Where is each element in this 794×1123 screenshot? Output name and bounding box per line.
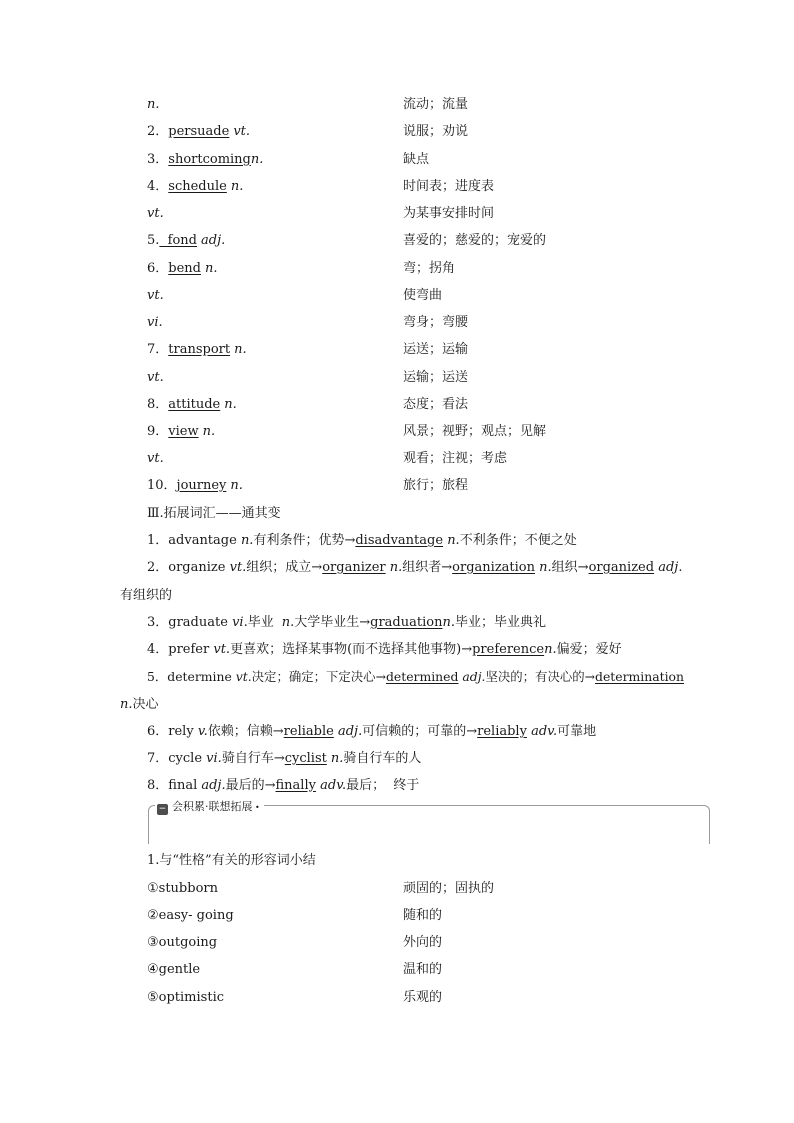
pos: n. xyxy=(147,97,160,112)
vocab-row: 4．schedule n. xyxy=(147,179,244,194)
expand-item-5: 5．determine vt.决定；确定；下定决心→determined adj.坚决的；有决心的→determination xyxy=(147,669,684,684)
vocab-meaning: 缺点 xyxy=(403,152,430,167)
minus-square-icon: − xyxy=(158,804,167,814)
vocab-meaning: 喜爱的；慈爱的；宠爱的 xyxy=(403,233,547,248)
expand-item-5-cont: n.决心 xyxy=(120,697,159,712)
personality-en: ④gentle xyxy=(147,962,201,977)
vocab-meaning: 弯；拐角 xyxy=(403,261,456,276)
vocab-meaning: 为某事安排时间 xyxy=(403,206,495,221)
expand-item-8: 8．final adj.最后的→finally adv.最后； 终于 xyxy=(147,778,420,793)
vocab-row: 3．shortcomingn. xyxy=(147,152,264,167)
vocab-row: vt. xyxy=(147,288,164,303)
personality-zh: 温和的 xyxy=(403,962,443,977)
personality-zh: 外向的 xyxy=(403,935,443,950)
vocab-meaning: 运输；运送 xyxy=(403,370,469,385)
expand-item-2-cont: 有组织的 xyxy=(120,588,173,603)
personality-zh: 乐观的 xyxy=(403,990,443,1005)
personality-title: 1.与“性格”有关的形容词小结 xyxy=(147,853,316,868)
personality-zh: 顽固的；固执的 xyxy=(403,881,495,896)
personality-en: ⑤optimistic xyxy=(147,990,225,1005)
personality-en: ③outgoing xyxy=(147,935,218,950)
vocab-meaning: 流动；流量 xyxy=(403,97,469,112)
expand-item-1: 1．advantage n.有利条件；优势→disadvantage n.不利条件；不便之处 xyxy=(147,533,577,548)
vocab-row: 9．view n. xyxy=(147,424,216,439)
vocab-row: vi. xyxy=(147,315,163,330)
vocab-meaning: 风景；视野；观点；见解 xyxy=(403,424,547,439)
expand-item-2: 2．organize vt.组织；成立→organizer n.组织者→organization n.组织→organized adj. xyxy=(147,560,683,575)
vocab-row xyxy=(147,96,160,114)
vocab-row: 8．attitude n. xyxy=(147,397,237,412)
vocab-row: 2．persuade vt. xyxy=(147,124,251,139)
vocab-row: 6．bend n. xyxy=(147,261,218,276)
vocab-meaning: 使弯曲 xyxy=(403,288,443,303)
vocab-row: 5. fond adj. xyxy=(147,233,226,248)
box-title: − 会积累·联想拓展 • xyxy=(155,800,264,815)
vocab-meaning: 运送；运输 xyxy=(403,342,469,357)
vocab-meaning: 旅行；旅程 xyxy=(403,478,469,493)
personality-zh: 随和的 xyxy=(403,908,443,923)
expand-item-3: 3．graduate vi.毕业 n.大学毕业生→graduationn.毕业；毕业典礼 xyxy=(147,615,546,630)
vocab-meaning: 时间表；进度表 xyxy=(403,179,495,194)
vocab-row: vt. xyxy=(147,206,164,221)
expand-item-4: 4．prefer vt.更喜欢；选择某事物(而不选择其他事物)→preferencen.偏爱；爱好 xyxy=(147,642,622,657)
vocab-meaning: 弯身；弯腰 xyxy=(403,315,469,330)
vocab-meaning: 说服；劝说 xyxy=(403,124,469,139)
vocab-row: vt. xyxy=(147,451,164,466)
vocab-meaning: 观看；注视；考虑 xyxy=(403,451,508,466)
vocab-row: 10．journey n. xyxy=(147,478,243,493)
personality-en: ①stubborn xyxy=(147,881,218,896)
vocab-row: 7．transport n. xyxy=(147,342,247,357)
vocab-meaning: 态度；看法 xyxy=(403,397,469,412)
section-title: Ⅲ.拓展词汇——通其变 xyxy=(147,506,281,521)
personality-en: ②easy- going xyxy=(147,908,234,923)
expand-item-7: 7．cycle vi.骑自行车→cyclist n.骑自行车的人 xyxy=(147,751,422,766)
vocab-row: vt. xyxy=(147,370,164,385)
expand-item-6: 6．rely v.依赖；信赖→reliable adj.可信赖的；可靠的→reliably adv.可靠地 xyxy=(147,724,597,739)
